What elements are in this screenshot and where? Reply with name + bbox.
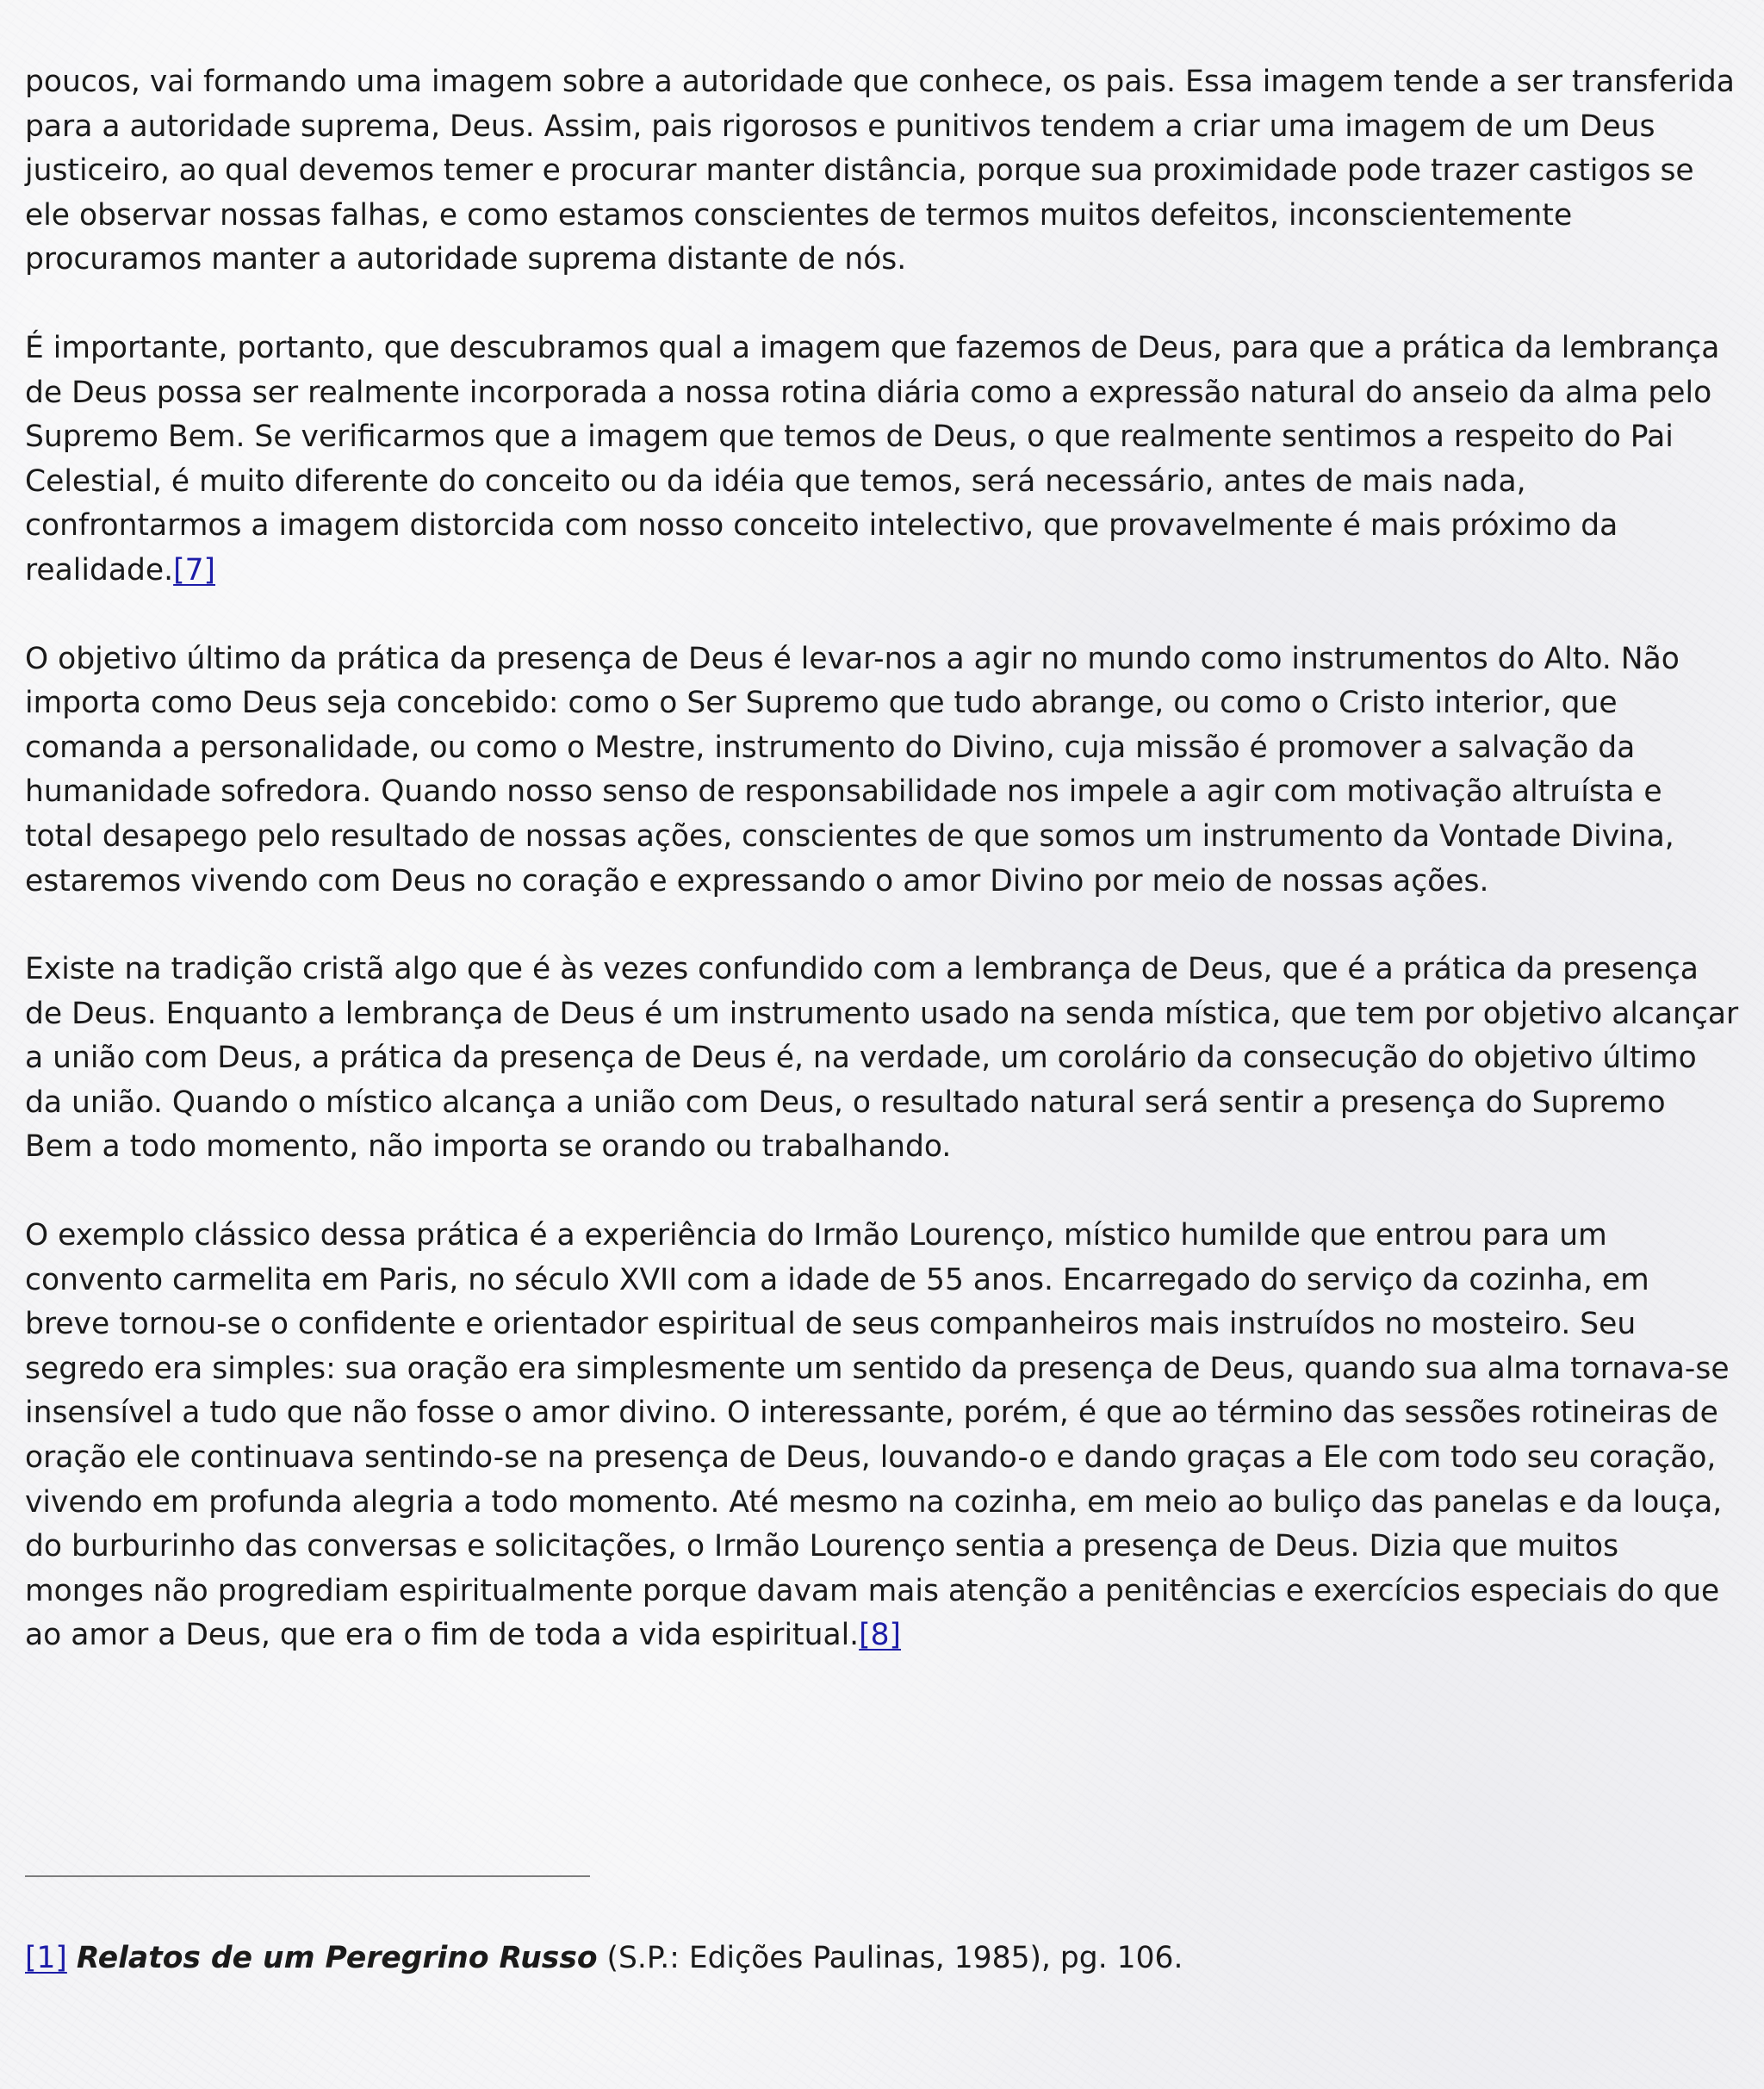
paragraph-4	[25, 948, 1739, 1170]
footnote-details: (S.P.: Edições Paulinas, 1985), pg. 106.	[597, 1941, 1183, 1975]
paragraph-2	[25, 326, 1739, 594]
footnote-link-8[interactable]: [8]	[859, 1618, 902, 1653]
paragraph-4-text: Existe na tradição cristã algo que é às vezes confundido com a lembrança de Deus, que é a prática da presença de Deus. Enquanto a lembrança de Deus é um instrumento usado na senda mística, que tem por objetivo alcançar a união com Deus, a prática da presença de Deus é, na verdade, um corolário da consecução do objetivo último da união. Quando o místico alcança a união com Deus, o resultado natural será sentir a presença do Supremo Bem a todo momento, não importa se orando ou trabalhando.	[25, 952, 1739, 1165]
paragraph-1	[25, 60, 1739, 283]
paragraph-3	[25, 637, 1739, 905]
article-body	[25, 60, 1739, 1658]
paragraph-5	[25, 1214, 1739, 1658]
footnote-separator	[25, 1875, 590, 1877]
footnote-book-title: Relatos de um Peregrino Russo	[76, 1941, 598, 1975]
paragraph-3-text: O objetivo último da prática da presença de Deus é levar-nos a agir no mundo como instrumentos do Alto. Não importa como Deus seja concebido: como o Ser Supremo que tudo abrange, ou como o Cristo interior, que comanda a personalidade, ou como o Mestre, instrumento do Divino, cuja missão é promover a salvação da humanidade sofredora. Quando nosso senso de responsabilidade nos impele a agir com motivação altruísta e total desapego pelo resultado de nossas ações, conscientes de que somos um instrumento da Vontade Divina, estaremos vivendo com Deus no coração e expressando o amor Divino por meio de nossas ações.	[25, 641, 1680, 898]
footnote-backlink-1[interactable]: [1]	[25, 1941, 67, 1975]
paragraph-2-text: É importante, portanto, que descubramos qual a imagem que fazemos de Deus, para que a prática da lembrança de Deus possa ser realmente incorporada a nossa rotina diária como a expressão natural do anseio da alma pelo Supremo Bem. Se verificarmos que a imagem que temos de Deus, o que realmente sentimos a respeito do Pai Celestial, é muito diferente do conceito ou da idéia que temos, será necessário, antes de mais nada, confrontarmos a imagem distorcida com nosso conceito intelectivo, que provavelmente é mais próximo da realidade.	[25, 330, 1720, 588]
paragraph-1-text: poucos, vai formando uma imagem sobre a autoridade que conhece, os pais. Essa imagem tende a ser transferida para a autoridade suprema, Deus. Assim, pais rigorosos e punitivos tendem a criar uma imagem de um Deus justiceiro, ao qual devemos temer e procurar manter distância, porque sua proximidade pode trazer castigos se ele observar nossas falhas, e como estamos conscientes de termos muitos defeitos, inconscientemente procuramos manter a autoridade suprema distante de nós.	[25, 65, 1735, 277]
footnote-link-7[interactable]: [7]	[173, 552, 215, 588]
footnote-1	[25, 1937, 1739, 1981]
paragraph-5-text: O exemplo clássico dessa prática é a experiência do Irmão Lourenço, místico humilde que entrou para um convento carmelita em Paris, no século XVII com a idade de 55 anos. Encarregado do serviço da cozinha, em breve tornou-se o confidente e orientador espiritual de seus companheiros mais instruídos no mosteiro. Seu segredo era simples: sua oração era simplesmente um sentido da presença de Deus, quando sua alma tornava-se insensível a tudo que não fosse o amor divino. O interessante, porém, é que ao término das sessões rotineiras de oração ele continuava sentindo-se na presença de Deus, louvando-o e dando graças a Ele com todo seu coração, vivendo em profunda alegria a todo momento. Até mesmo na cozinha, em meio ao buliço das panelas e da louça, do burburinho das conversas e solicitações, o Irmão Lourenço sentia a presença de Deus. Dizia que muitos monges não progrediam espiritualmente porque davam mais atenção a penitências e exercícios especiais do que ao amor a Deus, que era o fim de toda a vida espiritual.	[25, 1218, 1730, 1653]
